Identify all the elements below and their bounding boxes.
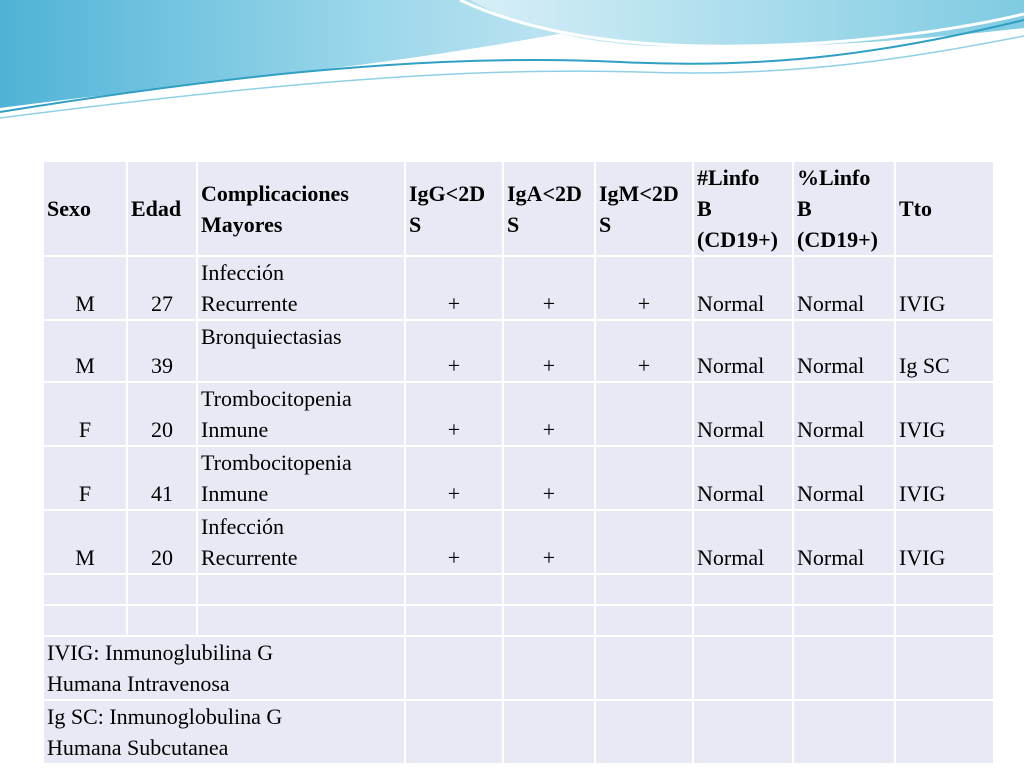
cell-igm: + <box>595 256 693 320</box>
cell-complicaciones: Infección Recurrente <box>197 256 405 320</box>
empty-cell <box>43 605 127 636</box>
cell-complicaciones: Bronquiectasias <box>197 320 405 382</box>
cell-linfo-abs: Normal <box>693 510 793 574</box>
empty-row <box>43 605 994 636</box>
cell-tto: IVIG <box>895 510 994 574</box>
cell-complicaciones: Trombocitopenia Inmune <box>197 382 405 446</box>
cell-linfo-pct: Normal <box>793 510 895 574</box>
decorative-wave-header <box>0 0 1024 130</box>
empty-cell <box>595 700 693 764</box>
cell-iga: + <box>503 510 595 574</box>
empty-cell <box>405 574 503 605</box>
cell-sexo: F <box>43 446 127 510</box>
empty-cell <box>793 636 895 700</box>
empty-cell <box>895 700 994 764</box>
cell-linfo-abs: Normal <box>693 256 793 320</box>
empty-cell <box>405 636 503 700</box>
empty-cell <box>197 605 405 636</box>
cell-linfo-pct: Normal <box>793 382 895 446</box>
cell-igg: + <box>405 320 503 382</box>
table-row <box>43 446 994 510</box>
empty-cell <box>895 636 994 700</box>
cell-igm: + <box>595 320 693 382</box>
cell-tto: Ig SC <box>895 320 994 382</box>
empty-cell <box>595 574 693 605</box>
note-ivig: IVIG: Inmunoglubilina G Humana Intravenosa <box>43 636 405 700</box>
header-linfo-pct: %Linfo B (CD19+) <box>793 161 895 256</box>
table-row <box>43 382 994 446</box>
cell-tto: IVIG <box>895 382 994 446</box>
table-row <box>43 256 994 320</box>
empty-cell <box>503 700 595 764</box>
cell-complicaciones: Trombocitopenia Inmune <box>197 446 405 510</box>
empty-cell <box>43 574 127 605</box>
patients-table <box>42 160 995 765</box>
cell-igg: + <box>405 446 503 510</box>
cell-sexo: F <box>43 382 127 446</box>
cell-igm <box>595 382 693 446</box>
table-row <box>43 320 994 382</box>
header-sexo: Sexo <box>43 161 127 256</box>
cell-igg: + <box>405 256 503 320</box>
empty-cell <box>693 700 793 764</box>
empty-cell <box>405 605 503 636</box>
header-complicaciones: Complicaciones Mayores <box>197 161 405 256</box>
header-igg: IgG<2D S <box>405 161 503 256</box>
header-edad: Edad <box>127 161 197 256</box>
cell-edad: 20 <box>127 510 197 574</box>
empty-cell <box>197 574 405 605</box>
cell-linfo-abs: Normal <box>693 446 793 510</box>
cell-linfo-abs: Normal <box>693 320 793 382</box>
cell-iga: + <box>503 382 595 446</box>
cell-igg: + <box>405 382 503 446</box>
cell-igm <box>595 446 693 510</box>
cell-edad: 20 <box>127 382 197 446</box>
cell-tto: IVIG <box>895 446 994 510</box>
empty-cell <box>895 605 994 636</box>
cell-igm <box>595 510 693 574</box>
empty-cell <box>693 574 793 605</box>
note-ig-sc: Ig SC: Inmunoglobulina G Humana Subcutanea <box>43 700 405 764</box>
empty-cell <box>405 700 503 764</box>
empty-cell <box>503 636 595 700</box>
table-header-row <box>43 161 994 256</box>
cell-sexo: M <box>43 256 127 320</box>
cell-linfo-abs: Normal <box>693 382 793 446</box>
empty-cell <box>793 605 895 636</box>
cell-complicaciones: Infección Recurrente <box>197 510 405 574</box>
empty-cell <box>503 605 595 636</box>
empty-cell <box>793 700 895 764</box>
header-tto: Tto <box>895 161 994 256</box>
note-row <box>43 636 994 700</box>
header-iga: IgA<2D S <box>503 161 595 256</box>
cell-linfo-pct: Normal <box>793 256 895 320</box>
empty-cell <box>693 636 793 700</box>
cell-edad: 39 <box>127 320 197 382</box>
empty-row <box>43 574 994 605</box>
cell-iga: + <box>503 446 595 510</box>
empty-cell <box>895 574 994 605</box>
empty-cell <box>595 636 693 700</box>
empty-cell <box>693 605 793 636</box>
cell-iga: + <box>503 320 595 382</box>
empty-cell <box>127 605 197 636</box>
empty-cell <box>595 605 693 636</box>
cell-linfo-pct: Normal <box>793 320 895 382</box>
cell-linfo-pct: Normal <box>793 446 895 510</box>
empty-cell <box>793 574 895 605</box>
empty-cell <box>503 574 595 605</box>
cell-igg: + <box>405 510 503 574</box>
header-linfo-abs: #Linfo B (CD19+) <box>693 161 793 256</box>
header-igm: IgM<2D S <box>595 161 693 256</box>
empty-cell <box>127 574 197 605</box>
table-row <box>43 510 994 574</box>
cell-sexo: M <box>43 320 127 382</box>
cell-tto: IVIG <box>895 256 994 320</box>
cell-iga: + <box>503 256 595 320</box>
cell-edad: 27 <box>127 256 197 320</box>
note-row <box>43 700 994 764</box>
cell-edad: 41 <box>127 446 197 510</box>
cell-sexo: M <box>43 510 127 574</box>
